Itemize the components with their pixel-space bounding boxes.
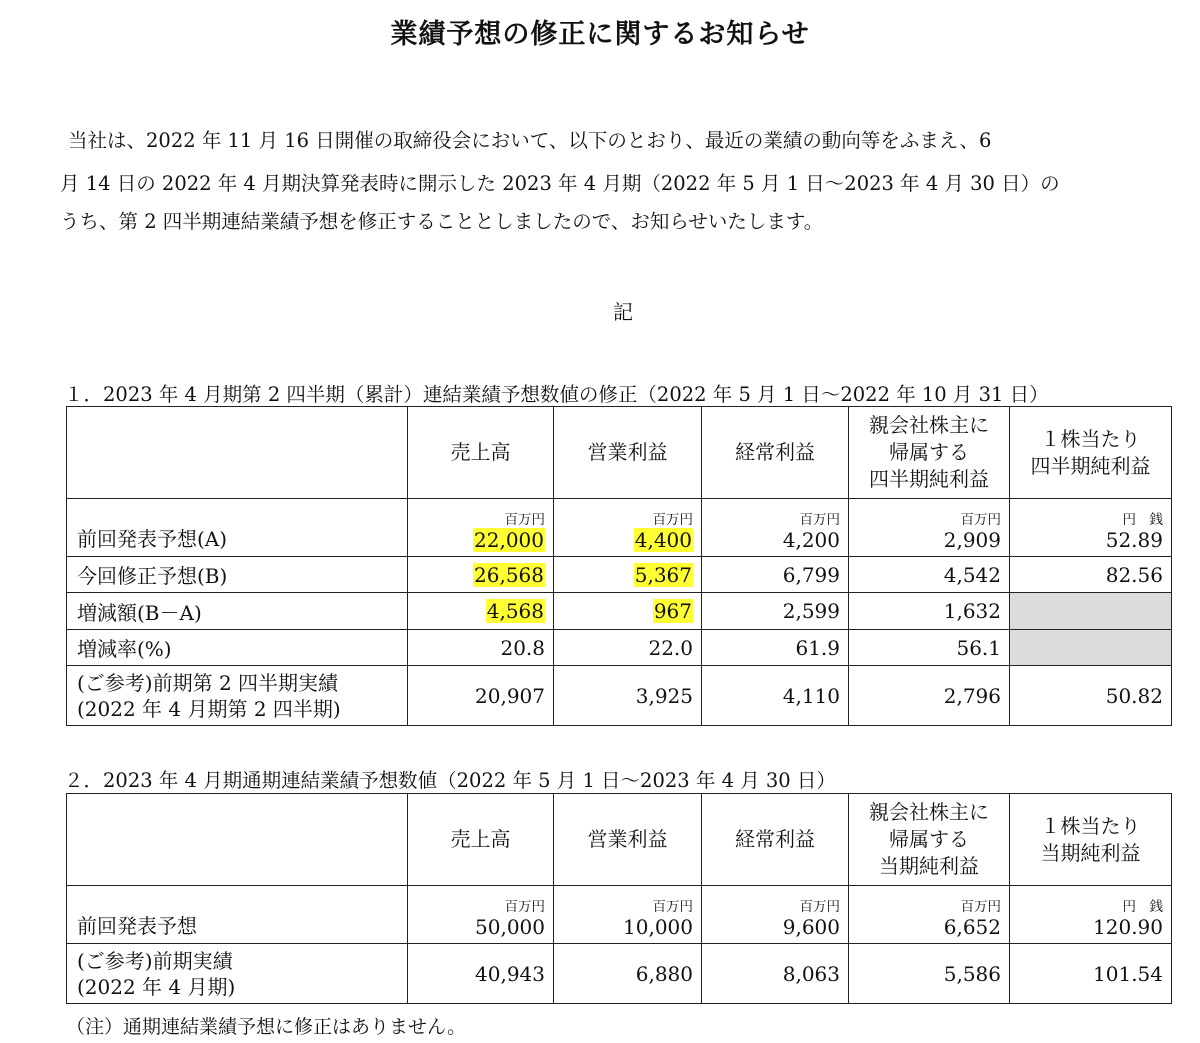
unit-million: 百万円 <box>960 899 1001 915</box>
section1-heading: １．2023 年 4 月期第 2 四半期（累計）連結業績予想数値の修正（2022 年 5 月 1 日〜2022 年 10 月 31 日） <box>64 383 1049 406</box>
row-ref2-label-l2: (2022 年 4 月期) <box>77 974 236 999</box>
row-a-label: 前回発表予想(A) <box>67 499 408 557</box>
row-a-eps: 52.89 <box>1105 528 1163 552</box>
unit-yen-sen: 円 銭 <box>1122 899 1163 915</box>
ki-mark: 記 <box>613 300 633 324</box>
unit-million: 百万円 <box>652 512 693 528</box>
row-prev-ord: 9,600 <box>782 915 840 939</box>
row-diff-sales: 4,568 <box>486 599 544 623</box>
row-prev-label: 前回発表予想 <box>67 886 408 944</box>
row-ref2-ord: 8,063 <box>702 944 849 1004</box>
intro-line-1: 当社は、2022 年 11 月 16 日開催の取締役会において、以下のとおり、最近の業績の動向等をふまえ、6 <box>68 129 992 152</box>
row-a-net: 2,909 <box>943 528 1001 552</box>
row-b-ord: 6,799 <box>702 557 849 593</box>
header-net-l2: 帰属する <box>889 827 969 851</box>
row-prev-op-cell <box>554 886 702 944</box>
row-ref-op: 3,925 <box>554 666 702 726</box>
row-ref2-op: 6,880 <box>554 944 702 1004</box>
header-ord-profit: 経常利益 <box>702 794 849 886</box>
header-net-l3: 四半期純利益 <box>869 467 989 491</box>
row-prev-net: 6,652 <box>943 915 1001 939</box>
header-blank <box>67 794 408 886</box>
table-row <box>67 557 1172 593</box>
table-row <box>67 593 1172 630</box>
header-op-profit: 営業利益 <box>554 407 702 499</box>
page-title: 業績予想の修正に関するお知らせ <box>390 19 810 50</box>
row-prev-eps: 120.90 <box>1093 915 1163 939</box>
footnote: （注）通期連結業績予想に修正はありません。 <box>66 1016 467 1038</box>
row-a-ord-cell <box>702 499 849 557</box>
row-ref2-net: 5,586 <box>849 944 1010 1004</box>
unit-million: 百万円 <box>960 512 1001 528</box>
header-ord-profit: 経常利益 <box>702 407 849 499</box>
row-rate-net: 56.1 <box>849 630 1010 666</box>
table-row <box>67 886 1172 944</box>
row-ref2-label <box>67 944 408 1004</box>
section2-table <box>66 793 1172 1004</box>
header-eps-l1: １株当たり <box>1040 813 1141 838</box>
row-ref2-eps: 101.54 <box>1010 944 1172 1004</box>
row-ref2-label-l1: (ご参考)前期実績 <box>77 948 233 973</box>
table-row <box>67 944 1172 1004</box>
header-eps <box>1010 794 1172 886</box>
table-row <box>67 666 1172 726</box>
row-diff-label: 増減額(B－A) <box>67 593 408 630</box>
row-b-label: 今回修正予想(B) <box>67 557 408 593</box>
row-b-sales: 26,568 <box>474 562 544 587</box>
table-row <box>67 630 1172 666</box>
row-b-sales-cell <box>408 557 554 593</box>
row-ref2-sales: 40,943 <box>408 944 554 1004</box>
table-header-row <box>67 407 1172 499</box>
table-row <box>67 499 1172 557</box>
row-rate-op: 22.0 <box>554 630 702 666</box>
header-eps-l2: 当期純利益 <box>1040 840 1141 865</box>
row-diff-eps-blank <box>1010 593 1172 630</box>
header-net-l3: 当期純利益 <box>879 854 979 878</box>
unit-million: 百万円 <box>652 899 693 915</box>
header-eps-l1: １株当たり <box>1040 426 1141 451</box>
header-eps-l2: 四半期純利益 <box>1030 453 1151 478</box>
row-a-op: 4,400 <box>634 528 692 552</box>
section1-table <box>66 406 1172 726</box>
row-a-ord: 4,200 <box>782 528 840 552</box>
header-net-l1: 親会社株主に <box>869 800 989 824</box>
row-a-op-cell <box>554 499 702 557</box>
table-header-row <box>67 794 1172 886</box>
row-ref-label-l2: (2022 年 4 月期第 2 四半期) <box>77 696 341 721</box>
row-b-eps: 82.56 <box>1010 557 1172 593</box>
intro-line-3: うち、第 2 四半期連結業績予想を修正することとしましたので、お知らせいたします。 <box>60 210 824 233</box>
header-eps <box>1010 407 1172 499</box>
row-diff-op-cell <box>554 593 702 630</box>
section2-heading: ２．2023 年 4 月期通期連結業績予想数値（2022 年 5 月 1 日〜2023 年 4 月 30 日） <box>64 769 836 792</box>
row-prev-op: 10,000 <box>623 915 693 939</box>
row-ref-label-l1: (ご参考)前期第 2 四半期実績 <box>77 670 339 695</box>
row-diff-op: 967 <box>653 599 692 623</box>
row-a-net-cell <box>849 499 1010 557</box>
unit-million: 百万円 <box>504 512 545 528</box>
intro-line-2: 月 14 日の 2022 年 4 月期決算発表時に開示した 2023 年 4 月期（2022 年 5 月 1 日〜2023 年 4 月 30 日）の <box>60 172 1060 195</box>
header-net-profit <box>849 407 1010 499</box>
row-diff-ord: 2,599 <box>702 593 849 630</box>
row-b-net: 4,542 <box>849 557 1010 593</box>
row-prev-eps-cell <box>1010 886 1172 944</box>
row-a-sales-cell <box>408 499 554 557</box>
header-net-l2: 帰属する <box>889 440 969 464</box>
row-prev-net-cell <box>849 886 1010 944</box>
row-prev-ord-cell <box>702 886 849 944</box>
row-prev-sales-cell <box>408 886 554 944</box>
header-op-profit: 営業利益 <box>554 794 702 886</box>
row-prev-sales: 50,000 <box>475 915 545 939</box>
row-ref-eps: 50.82 <box>1010 666 1172 726</box>
row-ref-net: 2,796 <box>849 666 1010 726</box>
unit-yen-sen: 円 銭 <box>1122 512 1163 528</box>
header-net-profit <box>849 794 1010 886</box>
row-b-op: 5,367 <box>634 562 692 587</box>
row-rate-eps-blank <box>1010 630 1172 666</box>
header-blank <box>67 407 408 499</box>
row-rate-ord: 61.9 <box>702 630 849 666</box>
row-b-op-cell <box>554 557 702 593</box>
row-a-sales: 22,000 <box>474 528 544 552</box>
row-ref-sales: 20,907 <box>408 666 554 726</box>
row-rate-sales: 20.8 <box>408 630 554 666</box>
row-a-eps-cell <box>1010 499 1172 557</box>
row-ref-label <box>67 666 408 726</box>
row-ref-ord: 4,110 <box>702 666 849 726</box>
header-sales: 売上高 <box>408 794 554 886</box>
header-sales: 売上高 <box>408 407 554 499</box>
row-rate-label: 増減率(%) <box>67 630 408 666</box>
row-diff-sales-cell <box>408 593 554 630</box>
unit-million: 百万円 <box>504 899 545 915</box>
row-diff-net: 1,632 <box>849 593 1010 630</box>
unit-million: 百万円 <box>799 512 840 528</box>
header-net-l1: 親会社株主に <box>869 413 989 437</box>
unit-million: 百万円 <box>799 899 840 915</box>
